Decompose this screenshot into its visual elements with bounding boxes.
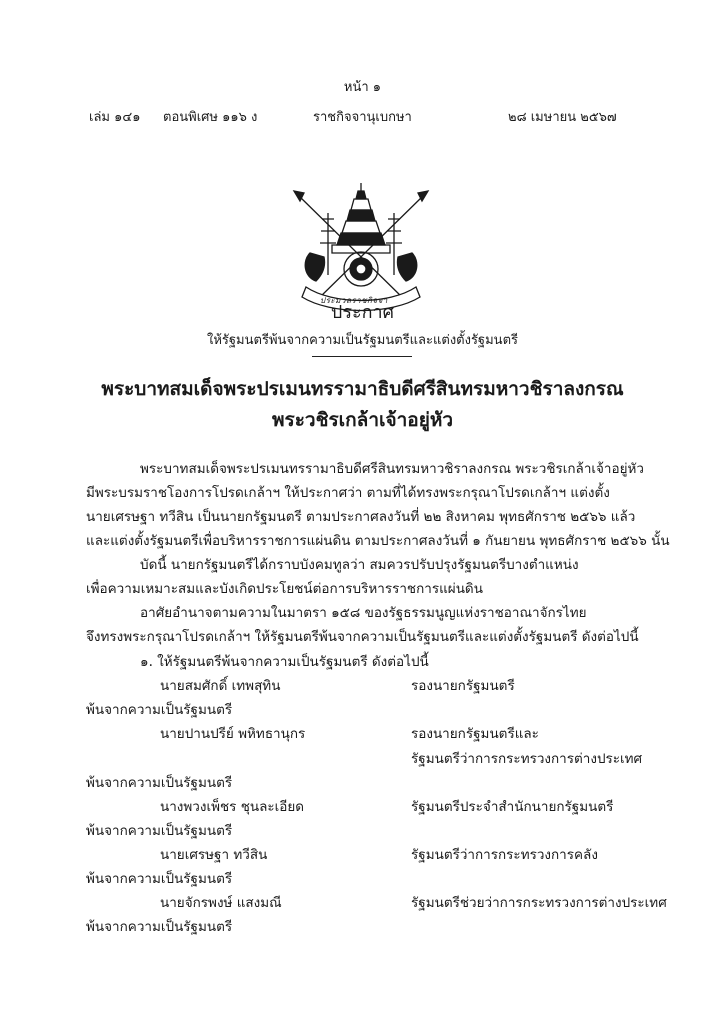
minister-name: นายเศรษฐา ทวีสิน bbox=[160, 847, 268, 863]
announcement-subtitle: ให้รัฐมนตรีพ้นจากความเป็นรัฐมนตรีและแต่งตั้งรัฐมนตรี bbox=[206, 333, 518, 348]
minister-position: รัฐมนตรีว่าการกระทรวงการต่างประเทศ bbox=[411, 751, 643, 767]
minister-name: นางพวงเพ็ชร ชุนละเอียด bbox=[160, 799, 305, 815]
minister-name: นายปานปรีย์ พหิทธานุกร bbox=[160, 726, 306, 742]
minister-name: นายสมศักดิ์ เทพสุทิน bbox=[160, 678, 281, 694]
paragraph-1-line: นายเศรษฐา ทวีสิน เป็นนายกรัฐมนตรี ตามประกาศลงวันที่ ๒๒ สิงหาคม พุทธศักราช ๒๕๖๖ แล้ว bbox=[86, 509, 636, 525]
special-issue-number: ตอนพิเศษ ๑๑๖ ง bbox=[163, 110, 258, 125]
minister-position: รัฐมนตรีว่าการกระทรวงการคลัง bbox=[411, 847, 598, 863]
paragraph-3-line: จึงทรงพระกรุณาโปรดเกล้าฯ ให้รัฐมนตรีพ้นจากความเป็นรัฐมนตรีและแต่งตั้งรัฐมนตรี ดังต่อไปนี้ bbox=[86, 629, 639, 645]
paragraph-1-line: พระบาทสมเด็จพระปรเมนทรรามาธิบดีศรีสินทรมหาวชิราลงกรณ พระวชิรเกล้าเจ้าอยู่หัว bbox=[140, 461, 645, 477]
paragraph-2-line: บัดนี้ นายกรัฐมนตรีได้กราบบังคมทูลว่า สมควรปรับปรุงรัฐมนตรีบางตำแหน่ง bbox=[140, 557, 579, 573]
emblem-banner-text: ประมวลราชกิจจา bbox=[320, 296, 388, 305]
paragraph-1-line: มีพระบรมราชโองการโปรดเกล้าฯ ให้ประกาศว่า ตามที่ได้ทรงพระกรุณาโปรดเกล้าฯ แต่งตั้ง bbox=[86, 485, 610, 501]
minister-position: รัฐมนตรีประจำสำนักนายกรัฐมนตรี bbox=[411, 799, 614, 815]
volume-number: เล่ม ๑๔๑ bbox=[89, 110, 141, 125]
announcement-title: ประกาศ bbox=[330, 302, 395, 323]
minister-result: พ้นจากความเป็นรัฐมนตรี bbox=[86, 919, 233, 935]
royal-emblem-icon bbox=[288, 183, 434, 313]
king-title-line-2: พระวชิรเกล้าเจ้าอยู่หัว bbox=[271, 409, 454, 431]
minister-result: พ้นจากความเป็นรัฐมนตรี bbox=[86, 823, 233, 839]
title-divider bbox=[312, 356, 412, 357]
page-number: หน้า ๑ bbox=[343, 80, 382, 95]
gazette-title: ราชกิจจานุเบกษา bbox=[313, 110, 412, 125]
paragraph-3-line: อาศัยอำนาจตามความในมาตรา ๑๕๘ ของรัฐธรรมนูญแห่งราชอาณาจักรไทย bbox=[140, 605, 587, 621]
section-1-heading: ๑. ให้รัฐมนตรีพ้นจากความเป็นรัฐมนตรี ดังต่อไปนี้ bbox=[140, 654, 429, 670]
minister-result: พ้นจากความเป็นรัฐมนตรี bbox=[86, 871, 233, 887]
minister-position: รัฐมนตรีช่วยว่าการกระทรวงการต่างประเทศ bbox=[411, 895, 667, 911]
minister-name: นายจักรพงษ์ แสงมณี bbox=[160, 895, 282, 911]
minister-result: พ้นจากความเป็นรัฐมนตรี bbox=[86, 775, 233, 791]
minister-position: รองนายกรัฐมนตรี bbox=[411, 678, 515, 694]
minister-result: พ้นจากความเป็นรัฐมนตรี bbox=[86, 702, 233, 718]
publication-date: ๒๘ เมษายน ๒๕๖๗ bbox=[508, 110, 617, 125]
paragraph-1-line: และแต่งตั้งรัฐมนตรีเพื่อบริหารราชการแผ่นดิน ตามประกาศลงวันที่ ๑ กันยายน พุทธศักราช ๒๕๖๖ นั้น bbox=[86, 533, 670, 549]
paragraph-2-line: เพื่อความเหมาะสมและบังเกิดประโยชน์ต่อการบริหารราชการแผ่นดิน bbox=[86, 581, 483, 597]
minister-position: รองนายกรัฐมนตรีและ bbox=[411, 726, 539, 742]
king-title-line-1: พระบาทสมเด็จพระปรเมนทรรามาธิบดีศรีสินทรมหาวชิราลงกรณ bbox=[101, 378, 624, 400]
